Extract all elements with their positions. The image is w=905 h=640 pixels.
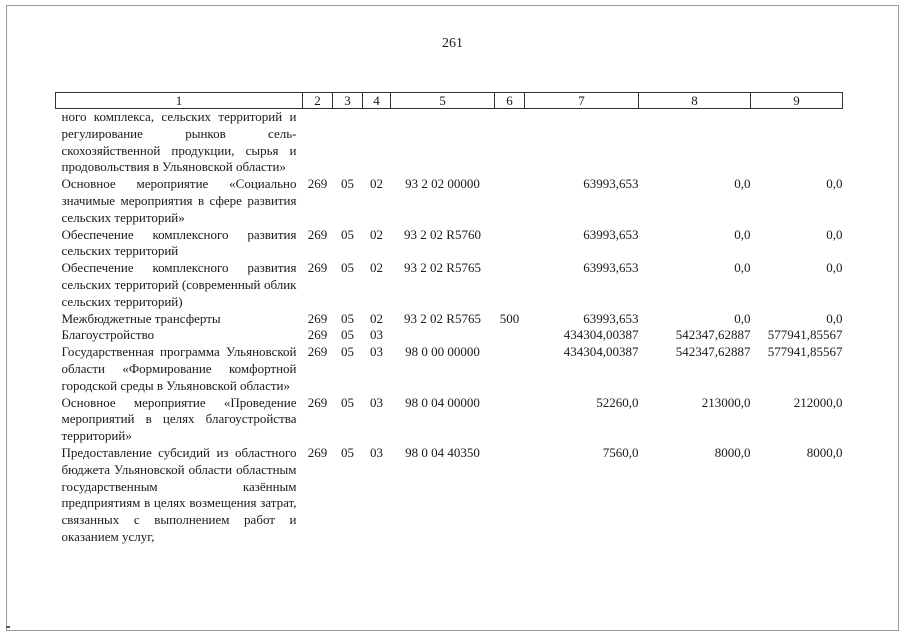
row-name: Государственная программа Ульяновской области «Формирование комфортной городской среды в Ульяновской области» bbox=[61, 344, 297, 393]
header-col-2: 2 bbox=[303, 93, 333, 109]
row-target-article: 98 0 00 00000 bbox=[405, 344, 480, 360]
row-admin-code: 269 bbox=[307, 260, 328, 276]
row-amount-year-3: 212000,0 bbox=[793, 394, 843, 410]
header-col-1: 1 bbox=[56, 93, 303, 109]
row-amount-year-2: 0,0 bbox=[734, 260, 751, 276]
row-name: Предоставление субсидий из областного бюджета Ульяновской области областным государственным казённым предприятиям в целях возмещения затрат, связанных с выполнением работ и оказанием услуг, bbox=[61, 444, 297, 544]
row-amount-year-2 bbox=[639, 109, 751, 177]
row-subsection bbox=[363, 109, 391, 177]
row-subsection: 03 bbox=[370, 444, 383, 460]
row-admin-code: 269 bbox=[307, 444, 328, 460]
row-amount-year-3: 577941,85567 bbox=[767, 344, 843, 360]
row-target-article: 93 2 02 R5760 bbox=[404, 226, 481, 242]
row-amount-year-3: 0,0 bbox=[826, 260, 843, 276]
row-name: Благоустройство bbox=[61, 327, 155, 343]
header-col-8: 8 bbox=[639, 93, 751, 109]
table-row bbox=[56, 327, 843, 344]
row-amount-year-1: 63993,653 bbox=[583, 260, 639, 276]
row-section bbox=[333, 109, 363, 177]
row-amount-year-2: 0,0 bbox=[734, 310, 751, 326]
row-target-article bbox=[391, 109, 495, 177]
row-amount-year-3: 0,0 bbox=[826, 310, 843, 326]
row-subsection: 02 bbox=[370, 310, 383, 326]
row-target-article: 93 2 02 R5765 bbox=[404, 310, 481, 326]
row-section: 05 bbox=[341, 327, 354, 343]
row-target-article bbox=[391, 327, 495, 344]
row-expense-type bbox=[495, 395, 525, 445]
row-subsection: 03 bbox=[370, 344, 383, 360]
header-col-3: 3 bbox=[333, 93, 363, 109]
row-amount-year-3: 577941,85567 bbox=[767, 327, 843, 343]
row-admin-code: 269 bbox=[307, 226, 328, 242]
row-section: 05 bbox=[341, 394, 354, 410]
row-amount-year-1: 434304,00387 bbox=[563, 327, 639, 343]
row-subsection: 03 bbox=[370, 327, 383, 343]
row-amount-year-1: 63993,653 bbox=[583, 176, 639, 192]
row-admin-code: 269 bbox=[307, 327, 328, 343]
row-amount-year-2: 213000,0 bbox=[701, 394, 751, 410]
table-row bbox=[56, 344, 843, 394]
row-admin-code: 269 bbox=[307, 176, 328, 192]
header-col-5: 5 bbox=[391, 93, 495, 109]
table-row bbox=[56, 260, 843, 310]
row-expense-type bbox=[495, 327, 525, 344]
row-amount-year-2: 8000,0 bbox=[714, 444, 751, 460]
row-amount-year-2: 0,0 bbox=[734, 176, 751, 192]
row-expense-type bbox=[495, 176, 525, 226]
row-amount-year-1: 63993,653 bbox=[583, 310, 639, 326]
table-row bbox=[56, 395, 843, 445]
row-section: 05 bbox=[341, 310, 354, 326]
row-amount-year-3: 8000,0 bbox=[806, 444, 843, 460]
scan-mark bbox=[6, 626, 10, 628]
row-amount-year-1 bbox=[525, 109, 639, 177]
row-amount-year-1: 52260,0 bbox=[596, 394, 639, 410]
header-col-4: 4 bbox=[363, 93, 391, 109]
row-amount-year-2: 0,0 bbox=[734, 226, 751, 242]
row-expense-type bbox=[495, 227, 525, 261]
row-name: Обеспечение комплексного развития сельских территорий bbox=[61, 226, 297, 259]
row-admin-code bbox=[303, 109, 333, 177]
row-name: Межбюджетные трансферты bbox=[61, 310, 221, 326]
row-name: Основное мероприятие «Проведение мероприятий в целях благоустройства территорий» bbox=[61, 394, 297, 444]
row-amount-year-1: 7560,0 bbox=[602, 444, 639, 460]
row-name: Основное мероприятие «Социально значимые мероприятия в сфере развития сельских территорий» bbox=[61, 176, 297, 225]
row-name: ного комплекса, сельских территорий и регулирование рынков сельскохозяйственной продукции, сырья и продовольствия в Ульяновской области» bbox=[61, 109, 297, 175]
row-amount-year-3 bbox=[751, 109, 843, 177]
row-expense-type bbox=[495, 260, 525, 310]
row-amount-year-1: 63993,653 bbox=[583, 226, 639, 242]
page-number: 261 bbox=[442, 36, 463, 51]
table-row bbox=[56, 311, 843, 328]
row-expense-type bbox=[495, 109, 525, 177]
table-row bbox=[56, 176, 843, 226]
row-expense-type: 500 bbox=[499, 310, 520, 326]
header-col-6: 6 bbox=[495, 93, 525, 109]
row-section: 05 bbox=[341, 344, 354, 360]
table-row bbox=[56, 227, 843, 261]
row-name: Обеспечение комплексного развития сельских территорий (современный облик сельских территорий) bbox=[61, 260, 297, 309]
row-expense-type bbox=[495, 344, 525, 394]
row-admin-code: 269 bbox=[307, 394, 328, 410]
table-row bbox=[56, 109, 843, 177]
row-subsection: 02 bbox=[370, 260, 383, 276]
row-admin-code: 269 bbox=[307, 344, 328, 360]
row-target-article: 93 2 02 00000 bbox=[405, 176, 480, 192]
row-target-article: 98 0 04 00000 bbox=[405, 394, 480, 410]
row-section: 05 bbox=[341, 226, 354, 242]
row-expense-type bbox=[495, 445, 525, 546]
row-subsection: 03 bbox=[370, 394, 383, 410]
row-target-article: 98 0 04 40350 bbox=[405, 444, 480, 460]
header-col-7: 7 bbox=[525, 93, 639, 109]
table-header-row bbox=[56, 93, 843, 109]
row-amount-year-2: 542347,62887 bbox=[675, 327, 751, 343]
row-section: 05 bbox=[341, 176, 354, 192]
row-amount-year-3: 0,0 bbox=[826, 226, 843, 242]
row-amount-year-1: 434304,00387 bbox=[563, 344, 639, 360]
row-section: 05 bbox=[341, 260, 354, 276]
row-amount-year-3: 0,0 bbox=[826, 176, 843, 192]
row-target-article: 93 2 02 R5765 bbox=[404, 260, 481, 276]
row-subsection: 02 bbox=[370, 176, 383, 192]
header-col-9: 9 bbox=[751, 93, 843, 109]
budget-table bbox=[55, 92, 843, 546]
row-amount-year-2: 542347,62887 bbox=[675, 344, 751, 360]
table-row bbox=[56, 445, 843, 546]
row-subsection: 02 bbox=[370, 226, 383, 242]
row-section: 05 bbox=[341, 444, 354, 460]
row-admin-code: 269 bbox=[307, 310, 328, 326]
